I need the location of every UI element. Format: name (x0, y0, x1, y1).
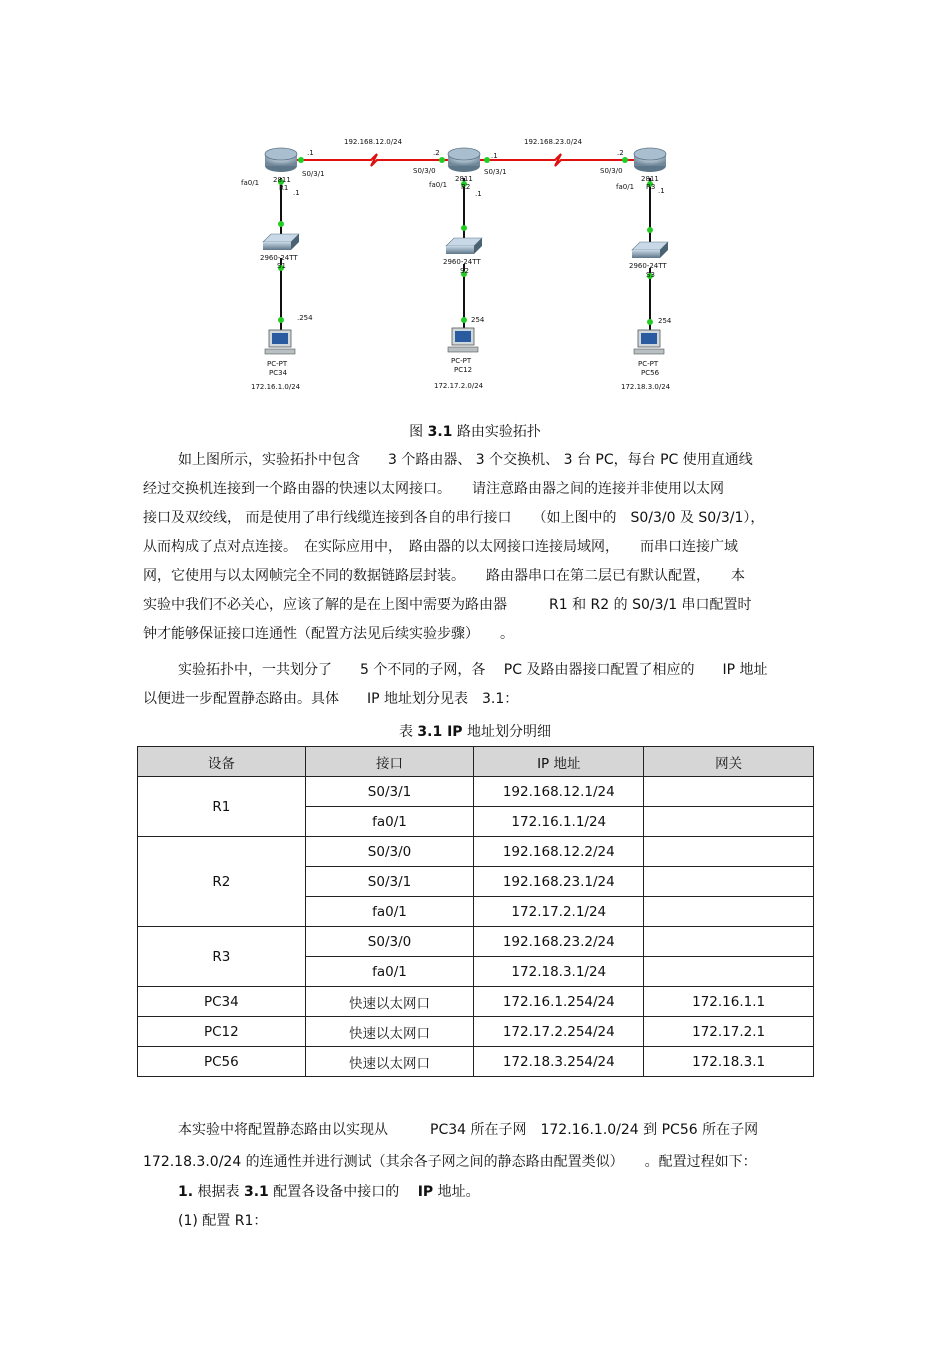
device-cell: R1 (138, 777, 306, 837)
pc-type: PC-PT (267, 360, 288, 368)
step-text: 地址。 (433, 1184, 480, 1200)
text-line: 从而构成了点对点连接。 在实际应用中， 路由器的以太网接口连接局域网， 而串口连接广域 (143, 539, 738, 555)
device-cell: PC34 (138, 987, 306, 1017)
text-line: (1) 配置 R1： (178, 1213, 268, 1229)
caption-prefix: 图 (409, 424, 428, 440)
gateway-cell (644, 807, 814, 837)
text-line: 接口及双绞线， 而是使用了串行线缆连接到各自的串行接口 （如上图中的 S0/3/0 及 S0/3/1）， (143, 510, 765, 526)
text-line: 钟才能够保证接口连通性（配置方法见后续实验步骤） 。 (143, 626, 514, 642)
router-model: 2811 (641, 175, 659, 183)
router-model: 2811 (273, 176, 291, 184)
switch-name: S2 (460, 267, 469, 275)
router-model: 2811 (455, 175, 473, 183)
text-line: 网，它使用与以太网帧完全不同的数据链路层封装。 路由器串口在第二层已有默认配置， 本 (143, 568, 745, 584)
pc-type: PC-PT (451, 357, 472, 365)
ip-address-table (137, 746, 814, 1077)
table-row (138, 1017, 814, 1047)
gateway-cell (644, 777, 814, 807)
host-label: 254 (658, 317, 672, 325)
switch-icon (446, 238, 482, 254)
text-line: 以便进一步配置静态路由。具体 IP 地址划分见表 3.1： (143, 691, 519, 707)
table-row (138, 837, 814, 867)
text-line: 实验中我们不必关心，应该了解的是在上图中需要为路由器 R1 和 R2 的 S0/3/1 串口配置时 (143, 597, 752, 613)
router-icon (265, 148, 297, 172)
router-icon (448, 148, 480, 172)
switch-model: 2960-24TT (443, 258, 481, 266)
device-cell: PC12 (138, 1017, 306, 1047)
column-header: 网关 (644, 747, 814, 777)
ip-cell: 172.18.3.1/24 (474, 957, 644, 987)
switch-name: S1 (277, 262, 286, 270)
caption-text: 路由实验拓扑 (452, 424, 541, 440)
iface-label: S0/3/1 (302, 170, 325, 178)
column-header: 设备 (138, 747, 306, 777)
ip-cell: 192.168.12.2/24 (474, 837, 644, 867)
ip-cell: 172.18.3.254/24 (474, 1047, 644, 1077)
host-label: 254 (471, 316, 485, 324)
device-cell: R2 (138, 837, 306, 927)
iface-label: .1 (307, 149, 314, 157)
caption-number: 3.1 IP (417, 724, 463, 740)
paragraph-subnets (143, 656, 823, 714)
step-heading (143, 1178, 823, 1207)
subnet-label: 192.168.12.0/24 (344, 138, 403, 146)
gateway-cell (644, 837, 814, 867)
iface-label: .1 (491, 152, 498, 160)
router-icon (634, 148, 666, 172)
interface-cell: fa0/1 (305, 807, 474, 837)
pc-subnet: 172.18.3.0/24 (621, 383, 671, 391)
interface-cell: S0/3/1 (305, 777, 474, 807)
iface-label: .2 (617, 149, 624, 157)
pc-subnet: 172.16.1.0/24 (251, 383, 301, 391)
figure-caption (0, 421, 950, 441)
column-header: 接口 (305, 747, 474, 777)
gateway-cell (644, 927, 814, 957)
device-cell: R3 (138, 927, 306, 987)
gateway-cell: 172.16.1.1 (644, 987, 814, 1017)
iface-label: .1 (475, 190, 482, 198)
interface-cell: 快速以太网口 (305, 1017, 474, 1047)
router-name: R2 (461, 183, 471, 191)
interface-cell: S0/3/0 (305, 927, 474, 957)
step-text: 根据表 (193, 1184, 244, 1200)
gateway-cell (644, 897, 814, 927)
interface-cell: S0/3/0 (305, 837, 474, 867)
pc-icon (634, 330, 664, 354)
table-row (138, 987, 814, 1017)
ip-cell: 192.168.23.1/24 (474, 867, 644, 897)
table-row (138, 777, 814, 807)
iface-label: S0/3/1 (484, 168, 507, 176)
pc-icon (265, 330, 295, 354)
iface-label: fa0/1 (616, 183, 635, 191)
network-topology-diagram (235, 130, 705, 400)
host-label: .254 (297, 314, 313, 322)
pc-name: PC12 (454, 366, 473, 374)
iface-label: .2 (433, 149, 440, 157)
interface-cell: 快速以太网口 (305, 987, 474, 1017)
gateway-cell (644, 867, 814, 897)
iface-label: S0/3/0 (600, 167, 623, 175)
ip-cell: 172.17.2.254/24 (474, 1017, 644, 1047)
text-line: 实验拓扑中，一共划分了 5 个不同的子网，各 PC 及路由器接口配置了相应的 IP 地址 (178, 662, 768, 678)
text-line: 本实验中将配置静态路由以实现从 PC34 所在子网 172.16.1.0/24 到 PC56 所在子网 (178, 1122, 759, 1138)
step-ip: IP (417, 1184, 434, 1200)
caption-number: 3.1 (427, 424, 453, 440)
interface-cell: fa0/1 (305, 897, 474, 927)
interface-cell: S0/3/1 (305, 867, 474, 897)
text-line: 如上图所示，实验拓扑中包含 3 个路由器、 3 个交换机、 3 台 PC，每台 PC 使用直通线 (178, 452, 753, 468)
switch-model: 2960-24TT (629, 262, 667, 270)
switch-icon (263, 234, 299, 250)
substep-heading (143, 1207, 823, 1236)
step-number: 1. (178, 1184, 194, 1200)
switch-name: S3 (646, 271, 655, 279)
caption-text: 地址划分明细 (462, 724, 552, 740)
interface-cell: 快速以太网口 (305, 1047, 474, 1077)
caption-prefix: 表 (398, 724, 418, 740)
router-name: R1 (279, 184, 289, 192)
ip-cell: 172.17.2.1/24 (474, 897, 644, 927)
pc-name: PC34 (269, 369, 288, 377)
iface-label: fa0/1 (241, 179, 260, 187)
iface-label: fa0/1 (429, 181, 448, 189)
subnet-label: 192.168.23.0/24 (524, 138, 583, 146)
pc-type: PC-PT (638, 360, 659, 368)
switch-model: 2960-24TT (260, 254, 298, 262)
table-caption (0, 721, 950, 741)
table-row (138, 927, 814, 957)
step-text: 配置各设备中接口的 (268, 1184, 418, 1200)
iface-label: .1 (293, 189, 300, 197)
column-header: IP 地址 (474, 747, 644, 777)
interface-cell: fa0/1 (305, 957, 474, 987)
iface-label: .1 (658, 187, 665, 195)
text-line: 172.18.3.0/24 的连通性并进行测试（其余各子网之间的静态路由配置类似） 。配置过程如下： (143, 1154, 757, 1170)
gateway-cell: 172.18.3.1 (644, 1047, 814, 1077)
paragraph-static-route (143, 1114, 823, 1178)
pc-name: PC56 (641, 369, 660, 377)
switch-icon (632, 242, 668, 258)
pc-subnet: 172.17.2.0/24 (434, 382, 484, 390)
ip-cell: 172.16.1.254/24 (474, 987, 644, 1017)
ip-cell: 192.168.23.2/24 (474, 927, 644, 957)
ip-cell: 172.16.1.1/24 (474, 807, 644, 837)
table-row (138, 1047, 814, 1077)
step-ref: 3.1 (243, 1184, 269, 1200)
gateway-cell (644, 957, 814, 987)
pc-icon (448, 328, 478, 352)
device-cell: PC56 (138, 1047, 306, 1077)
paragraph-intro (143, 446, 823, 649)
ip-cell: 192.168.12.1/24 (474, 777, 644, 807)
table-header-row (138, 747, 814, 777)
gateway-cell: 172.17.2.1 (644, 1017, 814, 1047)
iface-label: S0/3/0 (413, 167, 436, 175)
text-line: 经过交换机连接到一个路由器的快速以太网接口。 请注意路由器之间的连接并非使用以太网 (143, 481, 724, 497)
router-name: R3 (646, 183, 656, 191)
